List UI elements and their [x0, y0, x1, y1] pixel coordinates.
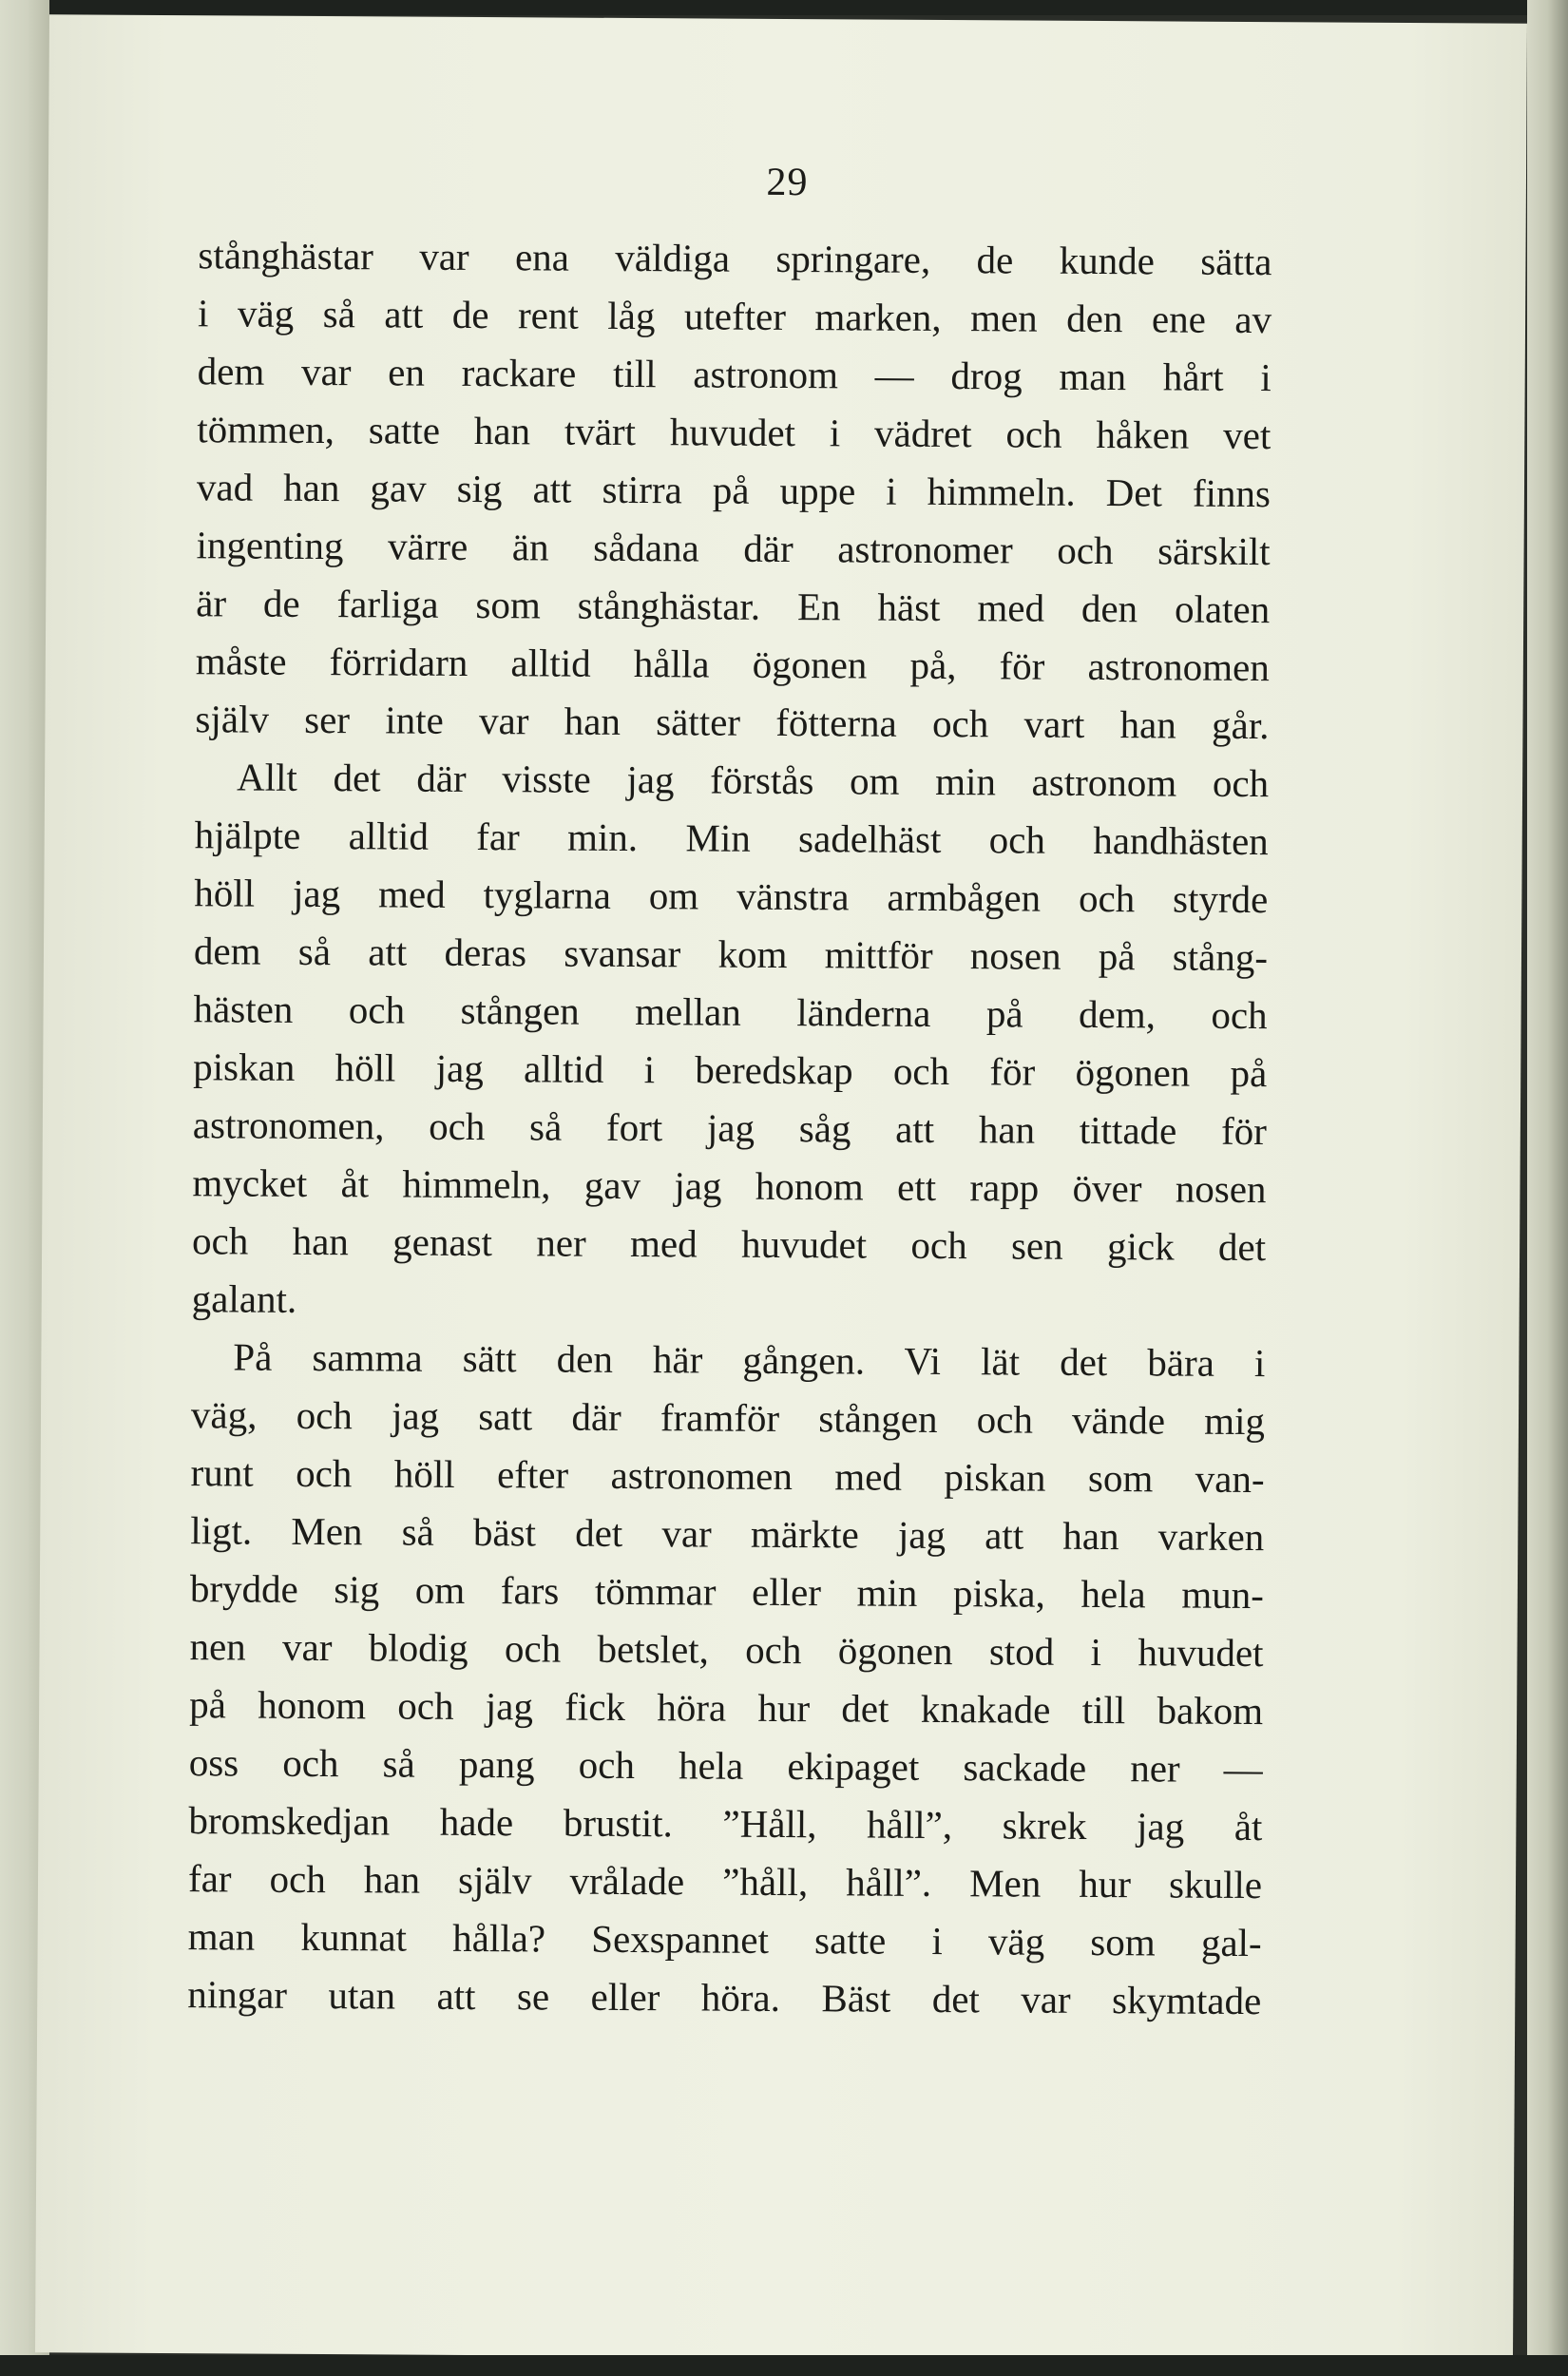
text-line: väg, och jag satt där framför stången och vände mig	[190, 1392, 1266, 1444]
text-line: piskan höll jag alltid i beredskap och för ögonen på	[193, 1044, 1268, 1096]
text-line: far och han själv vrålade ”håll, håll”. Men hur skulle	[187, 1856, 1263, 1907]
scan-bottom-border	[0, 2355, 1568, 2376]
text-line: i väg så att de rent låg utefter marken, men den ene av	[197, 291, 1272, 342]
scan-top-border	[0, 0, 1568, 15]
text-line: man kunnat hålla? Sexspannet satte i väg som gal-	[187, 1914, 1262, 1965]
text-line: nen var blodig och betslet, och ögonen stod i huvudet	[189, 1624, 1264, 1676]
text-line: på honom och jag fick höra hur det knakade till bakom	[189, 1682, 1264, 1734]
text-line: tömmen, satte han tvärt huvudet i vädret och håken vet	[197, 407, 1272, 458]
book-page	[35, 14, 1527, 2361]
text-line: På samma sätt den här gången. Vi lät det bära i	[233, 1334, 1266, 1386]
text-line: och han genast ner med huvudet och sen gick det	[191, 1218, 1267, 1270]
page-number: 29	[766, 160, 809, 205]
text-line: ligt. Men så bäst det var märkte jag att han varken	[190, 1508, 1265, 1560]
body-text	[187, 226, 1272, 2030]
text-line: själv ser inte var han sätter fötterna och vart han går.	[195, 697, 1270, 748]
text-line: bromskedjan hade brustit. ”Håll, håll”, skrek jag åt	[188, 1798, 1263, 1849]
text-line: måste förridarn alltid hålla ögonen på, för astronomen	[195, 639, 1270, 690]
text-line: Allt det där visste jag förstås om min astronom och	[236, 755, 1270, 806]
text-line: höll jag med tyglarna om vänstra armbågen och styrde	[194, 871, 1269, 922]
page-stack-edge	[1527, 0, 1568, 2376]
text-line: runt och höll efter astronomen med piskan som van-	[190, 1450, 1265, 1502]
text-line: är de farliga som stånghästar. En häst med den olaten	[196, 581, 1271, 632]
text-line: brydde sig om fars tömmar eller min piska, hela mun-	[189, 1566, 1265, 1618]
text-line: dem var en rackare till astronom — drog man hårt i	[197, 349, 1272, 400]
text-line: hästen och stången mellan länderna på dem, och	[193, 987, 1268, 1038]
text-line: astronomen, och så fort jag såg att han tittade för	[192, 1102, 1268, 1154]
text-line: hjälpte alltid far min. Min sadelhäst och handhästen	[194, 813, 1269, 864]
text-line: ingenting värre än sådana där astronomer och särskilt	[196, 523, 1271, 574]
text-line: ningar utan att se eller höra. Bäst det var skymtade	[187, 1972, 1262, 2023]
text-line: vad han gav sig att stirra på uppe i himmeln. Det finns	[196, 465, 1272, 516]
text-line: dem så att deras svansar kom mittför nosen på stång-	[193, 929, 1269, 980]
text-line: oss och så pang och hela ekipaget sackade ner —	[188, 1740, 1263, 1792]
text-line: stånghästar var ena väldiga springare, de kunde sätta	[198, 233, 1272, 284]
text-line: mycket åt himmeln, gav jag honom ett rapp över nosen	[192, 1160, 1267, 1212]
text-line: galant.	[191, 1276, 297, 1321]
